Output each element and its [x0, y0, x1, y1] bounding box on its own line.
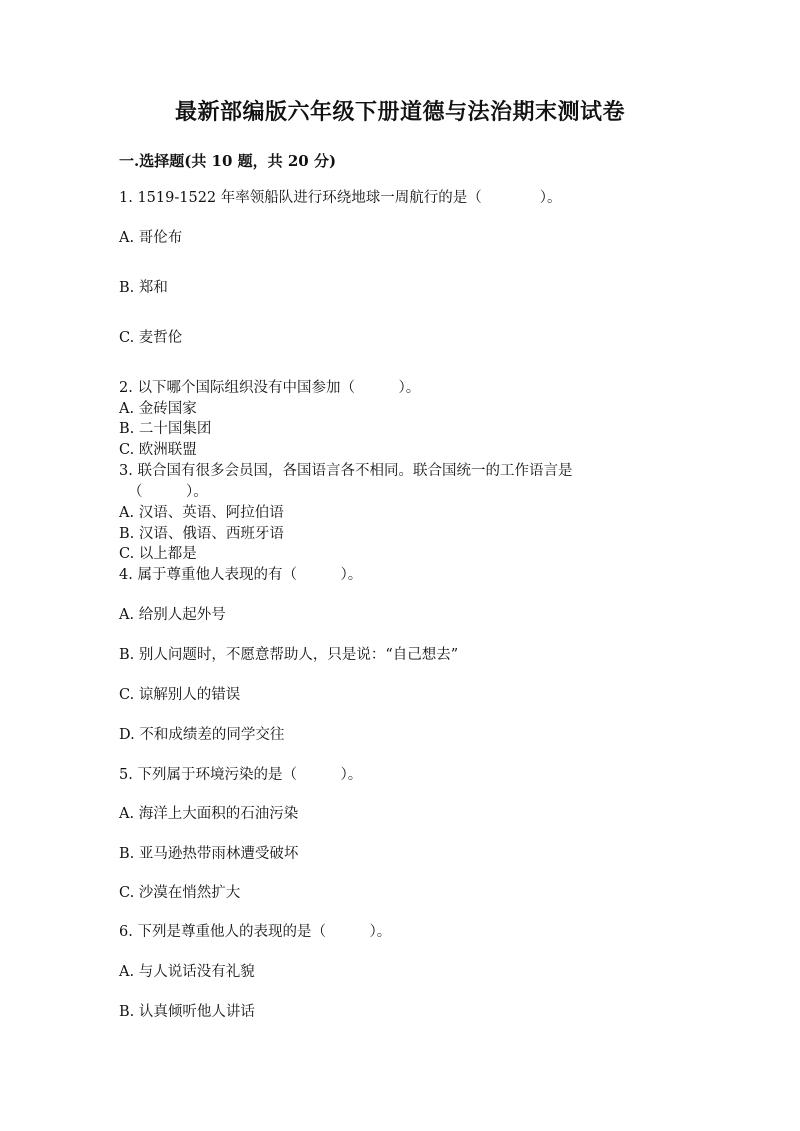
question-3-option-c: C. 以上都是: [119, 546, 197, 562]
question-3-stem: 3. 联合国有很多会员国，各国语言各不相同。联合国统一的工作语言是: [119, 463, 573, 479]
question-1-option-b: B. 郑和: [119, 280, 168, 296]
question-3-option-b: B. 汉语、俄语、西班牙语: [119, 526, 284, 542]
page-title: 最新部编版六年级下册道德与法治期末测试卷: [174, 99, 625, 125]
section-heading: 一.选择题(共 10 题，共 20 分): [119, 152, 337, 170]
question-1-option-a: A. 哥伦布: [119, 230, 183, 246]
question-4-option-d: D. 不和成绩差的同学交往: [119, 727, 285, 743]
question-2-option-a: A. 金砖国家: [119, 401, 197, 417]
question-6-option-b: B. 认真倾听他人讲话: [119, 1004, 255, 1020]
question-5-option-b: B. 亚马逊热带雨林遭受破坏: [119, 846, 299, 862]
question-6-stem: 6. 下列是尊重他人的表现的是（ ）。: [119, 924, 392, 940]
question-1-stem: 1. 1519-1522 年率领船队进行环绕地球一周航行的是（ ）。: [119, 190, 562, 206]
question-4-option-c: C. 谅解别人的错误: [119, 687, 241, 703]
question-5-stem: 5. 下列属于环境污染的是（ ）。: [119, 767, 363, 783]
question-5-option-a: A. 海洋上大面积的石油污染: [119, 806, 299, 822]
question-3-stem-continuation: （ ）。: [128, 484, 208, 500]
question-6-option-a: A. 与人说话没有礼貌: [119, 964, 255, 980]
question-4-stem: 4. 属于尊重他人表现的有（ ）。: [119, 567, 363, 583]
question-1-option-c: C. 麦哲伦: [119, 330, 183, 346]
question-3-option-a: A. 汉语、英语、阿拉伯语: [119, 505, 284, 521]
question-2-stem: 2. 以下哪个国际组织没有中国参加（ ）。: [119, 380, 421, 396]
question-5-option-c: C. 沙漠在悄然扩大: [119, 885, 241, 901]
question-4-option-a: A. 给别人起外号: [119, 607, 226, 623]
question-2-option-c: C. 欧洲联盟: [119, 442, 197, 458]
question-2-option-b: B. 二十国集团: [119, 421, 212, 437]
question-4-option-b: B. 别人问题时，不愿意帮助人，只是说：“自己想去”: [119, 647, 459, 663]
